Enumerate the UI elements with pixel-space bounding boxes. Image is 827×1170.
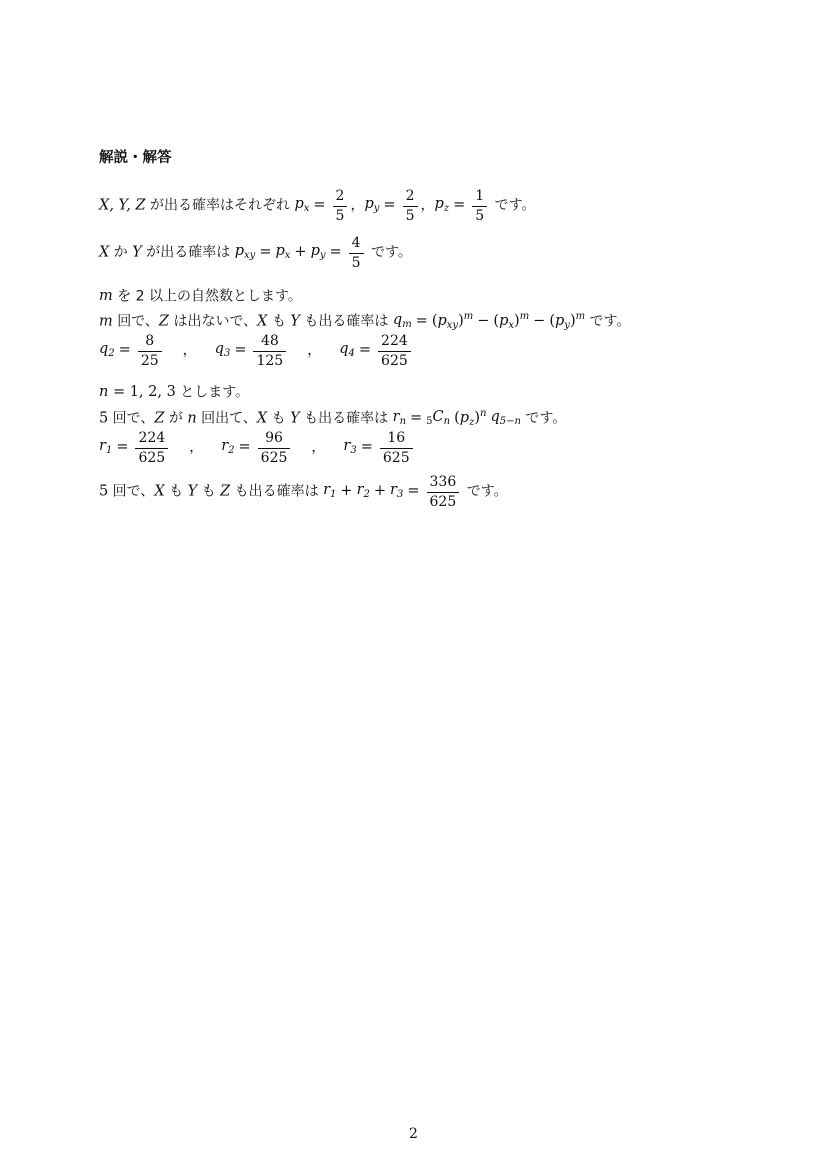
q4-fraction: $\frac{224}{625}$ — [378, 334, 411, 369]
probability-line-2: X か Y が出る確率は $p_{xy} = p_x + p_y$ = $\frac{4}{5}$ です。 — [99, 235, 412, 271]
py-fraction: $\frac{2}{5}$ — [403, 189, 418, 224]
pxy-fraction: $\frac{4}{5}$ — [349, 236, 364, 271]
pz-fraction: $\frac{1}{5}$ — [472, 189, 487, 224]
qm-definition: m 回で、Z は出ないで、X も Y も出る確率は $q_m = (p_{xy})^m - (p_x)^m - (p_y)^m$ です。 — [99, 311, 631, 331]
definition-m: m を 2 以上の自然数とします。 — [99, 288, 302, 305]
px-fraction: $\frac{2}{5}$ — [333, 189, 348, 224]
r2-fraction: $\frac{96}{625}$ — [258, 431, 291, 466]
page-number: 2 — [409, 1126, 418, 1142]
l1-text: が出る確率はそれぞれ — [145, 197, 295, 214]
r1-fraction: $\frac{224}{625}$ — [135, 431, 168, 466]
probability-line-1: X, Y, Z が出る確率はそれぞれ $p_x$ = $\frac{2}{5}$ ，$p_y$ = $\frac{2}{5}$ ，$p_z$ = $\frac{1}{5}$ です。 — [99, 188, 536, 224]
answer-fraction: $\frac{336}{625}$ — [427, 475, 460, 510]
q-values: $q_2$ = $\frac{8}{25}$ ， $q_3$ = $\frac{48}{125}$ ， $q_4$ = $\frac{224}{625}$ — [99, 333, 414, 368]
q3-fraction: $\frac{48}{125}$ — [253, 334, 286, 369]
final-answer: 5 回で、X も Y も Z も出る確率は $r_1 + r_2 + r_3$ = $\frac{336}{625}$ です。 — [99, 474, 508, 510]
rn-definition: 5 回で、Z が n 回出て、X も Y も出る確率は $r_n = _5C_n$ $(p_z)^n$ $q_{5-n}$ です。 — [99, 408, 567, 428]
q2-fraction: $\frac{8}{25}$ — [138, 334, 162, 369]
xyz-vars: X, Y, Z — [99, 197, 146, 214]
r3-fraction: $\frac{16}{625}$ — [380, 431, 413, 466]
section-heading: 解説・解答 — [99, 150, 172, 166]
r-values: $r_1$ = $\frac{224}{625}$ ， $r_2$ = $\frac{96}{625}$ ， $r_3$ = $\frac{16}{625}$ — [99, 430, 416, 465]
definition-n: n = 1, 2, 3 とします。 — [99, 384, 250, 401]
